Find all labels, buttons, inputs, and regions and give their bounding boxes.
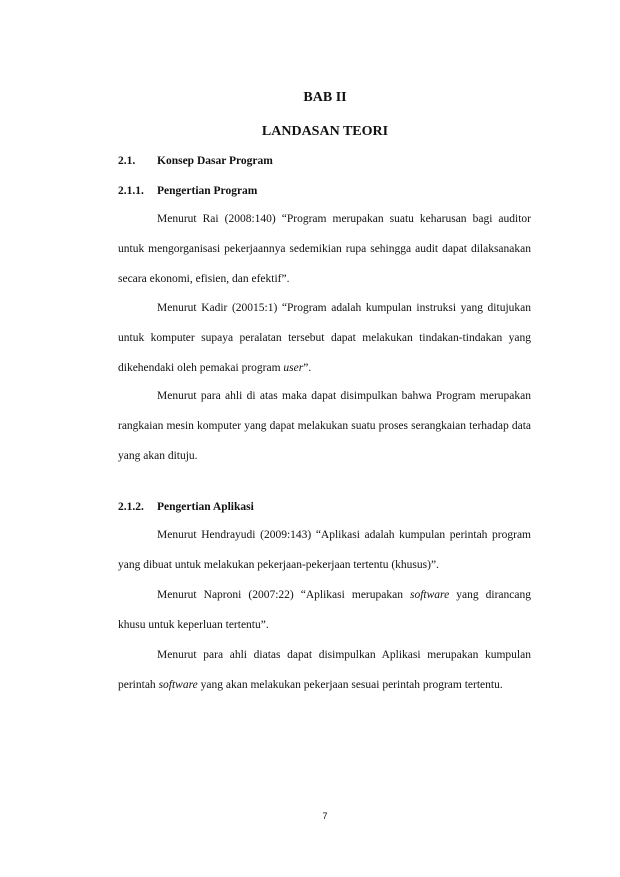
section-number: 2.1.1. — [118, 185, 144, 197]
paragraph-text: Menurut para ahli diatas dapat disimpulkan Aplikasi merupakan kumpulan perintah — [118, 649, 531, 691]
section-number: 2.1.2. — [118, 501, 144, 513]
paragraph-rai-definition — [118, 204, 531, 294]
paragraph-text: Menurut Naproni (2007:22) “Aplikasi merupakan — [157, 589, 411, 601]
paragraph-text: Menurut Hendrayudi (2009:143) “Aplikasi adalah kumpulan perintah program yang dibuat untuk melakukan pekerjaan-pekerjaan tertentu (khusus)”. — [118, 529, 531, 571]
section-title: Pengertian Aplikasi — [157, 501, 254, 513]
paragraph-naproni-definition — [118, 580, 531, 640]
paragraph-application-conclusion — [118, 640, 531, 700]
paragraph-program-conclusion — [118, 381, 531, 471]
section-title: Konsep Dasar Program — [157, 155, 273, 167]
italic-term: software — [410, 589, 450, 601]
page-number: 7 — [322, 811, 328, 821]
paragraph-text-end: yang dirancang khusu untuk keperluan tertentu”. — [118, 589, 531, 631]
paragraph-text: Menurut Rai (2008:140) “Program merupakan suatu keharusan bagi auditor untuk mengorganisasi pekerjaannya sedemikian rupa sehingga audit dapat dilaksanakan secara ekonomi, efisien, dan efektif”. — [118, 213, 531, 285]
paragraph-text: Menurut para ahli di atas maka dapat disimpulkan bahwa Program merupakan rangkaian mesin komputer yang dapat melakukan suatu proses serangkaian terhadap data yang akan dituju. — [118, 390, 531, 462]
italic-term: software — [158, 679, 198, 691]
chapter-label: BAB II — [303, 90, 347, 105]
section-number: 2.1. — [118, 155, 136, 167]
section-heading-2-1-1 — [118, 185, 257, 197]
paragraph-hendrayudi-definition — [118, 520, 531, 580]
italic-term: user — [283, 362, 304, 374]
section-title: Pengertian Program — [157, 185, 258, 197]
section-heading-2-1-2 — [118, 501, 254, 513]
paragraph-text-end: yang akan melakukan pekerjaan sesuai perintah program tertentu. — [197, 679, 503, 691]
paragraph-text: Menurut Kadir (20015:1) “Program adalah kumpulan instruksi yang ditujukan untuk komputer supaya peralatan tersebut dapat melakukan tindakan-tindakan yang dikehendaki oleh pemakai program — [118, 302, 531, 374]
chapter-title: LANDASAN TEORI — [261, 124, 389, 139]
paragraph-kadir-definition — [118, 293, 531, 383]
paragraph-text-end: ”. — [303, 362, 312, 374]
section-heading-2-1 — [118, 155, 273, 167]
